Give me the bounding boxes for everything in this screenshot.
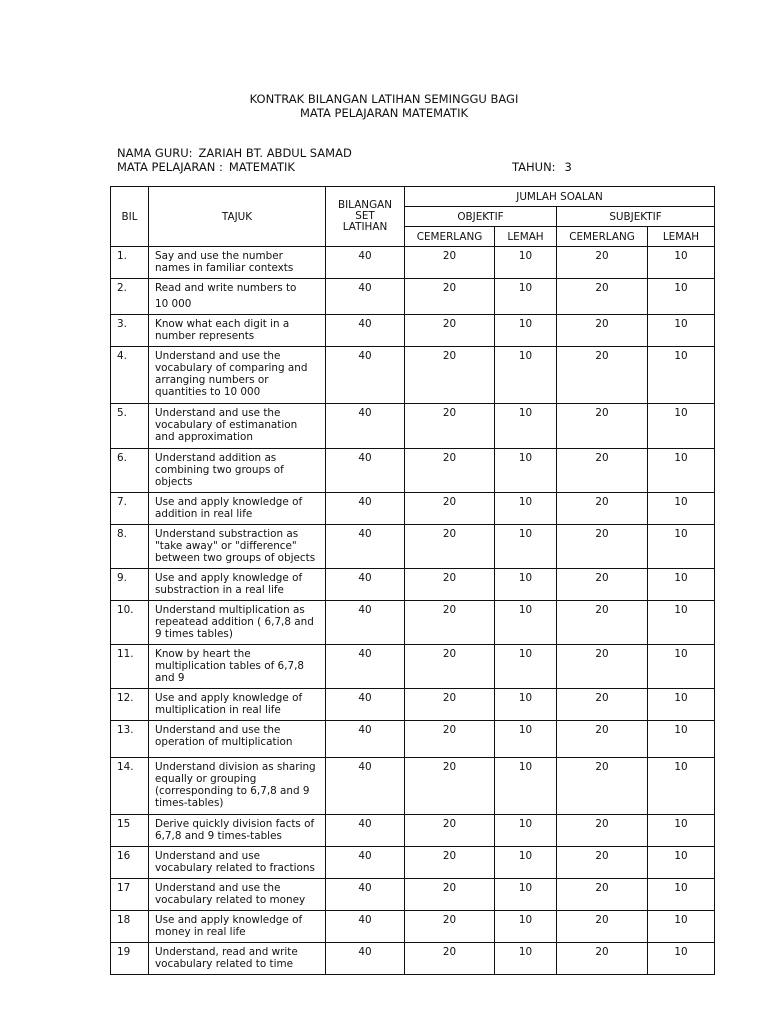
row-subjektif-cemerlang: 20 [557,449,648,493]
header-tajuk: TAJUK [149,187,326,247]
row-tajuk-line: repeatead addition ( 6,7,8 and [155,616,314,628]
row-tajuk-line: Know by heart the [155,648,251,660]
row-objektif-cemerlang: 20 [405,247,495,279]
row-subjektif-lemah: 10 [648,449,715,493]
row-objektif-lemah: 10 [495,815,557,847]
row-tajuk-line: Understand division as sharing [155,761,316,773]
row-tajuk [149,449,326,493]
title-line-2: MATA PELAJARAN MATEMATIK [299,106,469,120]
row-bil: 4. [111,347,149,404]
row-tajuk-line: vocabulary related to time [155,958,294,970]
header-cemerlang-subjektif: CEMERLANG [557,227,648,247]
row-tajuk-line: vocabulary related to fractions [155,862,315,874]
row-subjektif-cemerlang: 20 [557,279,648,315]
row-bilangan-set: 40 [326,911,405,943]
row-tajuk-line: Understand, read and write [155,946,298,958]
row-objektif-lemah: 10 [495,525,557,569]
row-objektif-cemerlang: 20 [405,347,495,404]
row-tajuk-line: Use and apply knowledge of [155,914,303,926]
row-tajuk-line: arranging numbers or [155,374,269,386]
row-tajuk-line: Understand and use [155,850,261,862]
row-tajuk [149,943,326,975]
row-bilangan-set: 40 [326,879,405,911]
table-row [111,449,715,493]
row-tajuk-line: Use and apply knowledge of [155,692,303,704]
row-subjektif-cemerlang: 20 [557,347,648,404]
table-row [111,247,715,279]
row-bil: 7. [111,493,149,525]
row-bilangan-set: 40 [326,315,405,347]
row-objektif-lemah: 10 [495,449,557,493]
row-objektif-lemah: 10 [495,758,557,815]
row-objektif-lemah: 10 [495,645,557,689]
row-objektif-cemerlang: 20 [405,645,495,689]
row-bilangan-set: 40 [326,601,405,645]
row-tajuk-line: Understand and use the [155,882,281,894]
row-bil: 8. [111,525,149,569]
row-subjektif-lemah: 10 [648,601,715,645]
row-objektif-lemah: 10 [495,879,557,911]
row-tajuk [149,569,326,601]
row-objektif-lemah: 10 [495,279,557,315]
document-title [0,92,768,120]
row-tajuk [149,721,326,758]
row-objektif-cemerlang: 20 [405,815,495,847]
row-tajuk-line: 6,7,8 and 9 times-tables [155,830,282,842]
row-tajuk-line: (corresponding to 6,7,8 and 9 [155,785,310,797]
row-objektif-lemah: 10 [495,404,557,449]
row-bilangan-set: 40 [326,645,405,689]
row-tajuk [149,601,326,645]
row-subjektif-cemerlang: 20 [557,911,648,943]
exercise-contract-table [110,186,715,975]
year-label: TAHUN: [512,160,556,174]
row-bilangan-set: 40 [326,943,405,975]
row-bil: 16 [111,847,149,879]
header-lemah-objektif: LEMAH [495,227,557,247]
row-bil: 17 [111,879,149,911]
table-row [111,601,715,645]
row-tajuk [149,525,326,569]
row-objektif-cemerlang: 20 [405,943,495,975]
row-tajuk-line: quantities to 10 000 [155,386,261,398]
subject-label: MATA PELAJARAN : [117,160,223,174]
row-bil: 11. [111,645,149,689]
header-subjektif: SUBJEKTIF [557,207,715,227]
row-subjektif-cemerlang: 20 [557,493,648,525]
row-subjektif-lemah: 10 [648,404,715,449]
row-bil: 1. [111,247,149,279]
row-bilangan-set: 40 [326,847,405,879]
row-subjektif-lemah: 10 [648,315,715,347]
row-tajuk-line: and approximation [155,431,253,443]
row-subjektif-lemah: 10 [648,847,715,879]
row-objektif-lemah: 10 [495,493,557,525]
row-tajuk-line: multiplication tables of 6,7,8 [155,660,305,672]
header-lemah-subjektif: LEMAH [648,227,715,247]
row-objektif-cemerlang: 20 [405,525,495,569]
row-bil: 12. [111,689,149,721]
row-tajuk-line: number represents [155,330,255,342]
row-tajuk-line: Understand multiplication as [155,604,305,616]
row-tajuk-line: combining two groups of [155,464,284,476]
row-tajuk [149,689,326,721]
row-tajuk-line: vocabulary of estimanation [155,419,298,431]
row-bil: 10. [111,601,149,645]
row-objektif-cemerlang: 20 [405,315,495,347]
title-line-1: KONTRAK BILANGAN LATIHAN SEMINGGU BAGI [249,92,519,106]
row-tajuk [149,847,326,879]
header-bil: BIL [111,187,149,247]
table-body [111,247,715,975]
year-value: 3 [564,160,572,174]
row-bil: 14. [111,758,149,815]
row-tajuk [149,247,326,279]
row-subjektif-cemerlang: 20 [557,601,648,645]
table-row [111,525,715,569]
row-tajuk-line: Understand and use the [155,407,281,419]
row-objektif-cemerlang: 20 [405,689,495,721]
row-objektif-lemah: 10 [495,601,557,645]
teacher-name-line [117,146,352,160]
row-tajuk [149,404,326,449]
row-subjektif-cemerlang: 20 [557,645,648,689]
row-subjektif-cemerlang: 20 [557,689,648,721]
table-row [111,689,715,721]
row-tajuk-line: Understand and use the [155,724,281,736]
year-line [512,160,572,174]
row-tajuk-line: "take away" or "difference" [155,540,297,552]
row-bilangan-set: 40 [326,721,405,758]
row-subjektif-cemerlang: 20 [557,847,648,879]
row-subjektif-cemerlang: 20 [557,525,648,569]
row-tajuk [149,315,326,347]
row-objektif-cemerlang: 20 [405,279,495,315]
row-tajuk-line: names in familiar contexts [155,262,294,274]
subject-value: MATEMATIK [228,160,295,174]
row-tajuk-line: addition in real life [155,508,253,520]
header-jumlah-soalan: JUMLAH SOALAN [405,187,715,207]
table-row [111,645,715,689]
row-tajuk-line: substraction in a real life [155,584,284,596]
row-bilangan-set: 40 [326,347,405,404]
row-objektif-lemah: 10 [495,847,557,879]
row-objektif-cemerlang: 20 [405,879,495,911]
row-objektif-lemah: 10 [495,943,557,975]
row-objektif-lemah: 10 [495,347,557,404]
row-subjektif-lemah: 10 [648,493,715,525]
row-bilangan-set: 40 [326,493,405,525]
row-tajuk-line: Use and apply knowledge of [155,572,303,584]
row-subjektif-lemah: 10 [648,525,715,569]
row-objektif-lemah: 10 [495,315,557,347]
row-subjektif-cemerlang: 20 [557,315,648,347]
row-tajuk-line: 9 times tables) [155,628,233,640]
row-objektif-cemerlang: 20 [405,404,495,449]
row-tajuk [149,879,326,911]
header-bilangan-line-1: BILANGAN [337,199,393,211]
table-row [111,493,715,525]
row-objektif-cemerlang: 20 [405,569,495,601]
row-tajuk-line: between two groups of objects [155,552,316,564]
row-subjektif-lemah: 10 [648,758,715,815]
row-bil: 18 [111,911,149,943]
row-bilangan-set: 40 [326,689,405,721]
row-objektif-cemerlang: 20 [405,847,495,879]
row-subjektif-cemerlang: 20 [557,815,648,847]
row-objektif-lemah: 10 [495,247,557,279]
row-subjektif-lemah: 10 [648,347,715,404]
row-tajuk-line: Understand substraction as [155,528,299,540]
table-row [111,569,715,601]
row-objektif-lemah: 10 [495,689,557,721]
table-row [111,758,715,815]
row-bilangan-set: 40 [326,815,405,847]
row-tajuk-line: vocabulary of comparing and [155,362,308,374]
table-row [111,315,715,347]
row-subjektif-lemah: 10 [648,247,715,279]
row-tajuk [149,493,326,525]
header-bilangan-set-latihan [326,187,405,247]
row-bilangan-set: 40 [326,525,405,569]
row-tajuk-line: times-tables) [155,797,224,809]
row-tajuk-line: Read and write numbers to [155,282,297,294]
table-row [111,911,715,943]
row-objektif-cemerlang: 20 [405,493,495,525]
row-bilangan-set: 40 [326,569,405,601]
row-tajuk-line: Derive quickly division facts of [155,818,315,830]
row-tajuk-line: Use and apply knowledge of [155,496,303,508]
row-objektif-cemerlang: 20 [405,721,495,758]
row-objektif-cemerlang: 20 [405,911,495,943]
row-bil: 5. [111,404,149,449]
header-cemerlang-objektif: CEMERLANG [405,227,495,247]
row-tajuk-line: money in real life [155,926,246,938]
row-objektif-cemerlang: 20 [405,601,495,645]
row-objektif-cemerlang: 20 [405,449,495,493]
row-bil: 2. [111,279,149,315]
row-tajuk-line: and 9 [155,672,185,684]
row-tajuk [149,645,326,689]
table-row [111,279,715,315]
row-subjektif-cemerlang: 20 [557,247,648,279]
row-objektif-cemerlang: 20 [405,758,495,815]
row-subjektif-lemah: 10 [648,645,715,689]
row-objektif-lemah: 10 [495,721,557,758]
header-objektif: OBJEKTIF [405,207,557,227]
row-bil: 15 [111,815,149,847]
teacher-value: ZARIAH BT. ABDUL SAMAD [198,146,352,160]
row-bil: 13. [111,721,149,758]
row-subjektif-lemah: 10 [648,943,715,975]
row-subjektif-lemah: 10 [648,879,715,911]
row-tajuk-line: objects [155,476,193,488]
row-subjektif-lemah: 10 [648,689,715,721]
row-tajuk-line: operation of multiplication [155,736,293,748]
table-row [111,943,715,975]
row-subjektif-lemah: 10 [648,721,715,758]
row-tajuk-line: multiplication in real life [155,704,281,716]
row-bilangan-set: 40 [326,758,405,815]
row-bilangan-set: 40 [326,449,405,493]
row-tajuk [149,347,326,404]
row-tajuk-line: Say and use the number [155,250,283,262]
row-objektif-lemah: 10 [495,911,557,943]
row-subjektif-cemerlang: 20 [557,721,648,758]
row-bil: 3. [111,315,149,347]
row-tajuk-line: vocabulary related to money [155,894,306,906]
teacher-label: NAMA GURU: [117,146,193,160]
row-subjektif-cemerlang: 20 [557,758,648,815]
row-bilangan-set: 40 [326,247,405,279]
header-bilangan-line-2: SET [355,210,375,222]
row-bilangan-set: 40 [326,279,405,315]
row-tajuk-line: Understand and use the [155,350,281,362]
row-tajuk [149,758,326,815]
row-tajuk-line: 10 000 [155,298,192,310]
row-tajuk [149,279,326,315]
row-objektif-lemah: 10 [495,569,557,601]
row-tajuk-line: Know what each digit in a [155,318,290,330]
row-subjektif-cemerlang: 20 [557,943,648,975]
row-tajuk-line: Understand addition as [155,452,277,464]
header-bilangan-line-3: LATIHAN [342,221,388,233]
table-row [111,347,715,404]
row-subjektif-lemah: 10 [648,279,715,315]
row-subjektif-cemerlang: 20 [557,879,648,911]
row-bil: 19 [111,943,149,975]
row-bil: 9. [111,569,149,601]
table-row [111,404,715,449]
table-row [111,847,715,879]
table-row [111,721,715,758]
row-subjektif-cemerlang: 20 [557,404,648,449]
row-bilangan-set: 40 [326,404,405,449]
row-subjektif-cemerlang: 20 [557,569,648,601]
table-row [111,879,715,911]
table-row [111,815,715,847]
subject-line [117,160,295,174]
row-tajuk [149,815,326,847]
row-subjektif-lemah: 10 [648,911,715,943]
row-subjektif-lemah: 10 [648,569,715,601]
row-tajuk [149,911,326,943]
row-tajuk-line: equally or grouping [155,773,257,785]
row-bil: 6. [111,449,149,493]
row-subjektif-lemah: 10 [648,815,715,847]
